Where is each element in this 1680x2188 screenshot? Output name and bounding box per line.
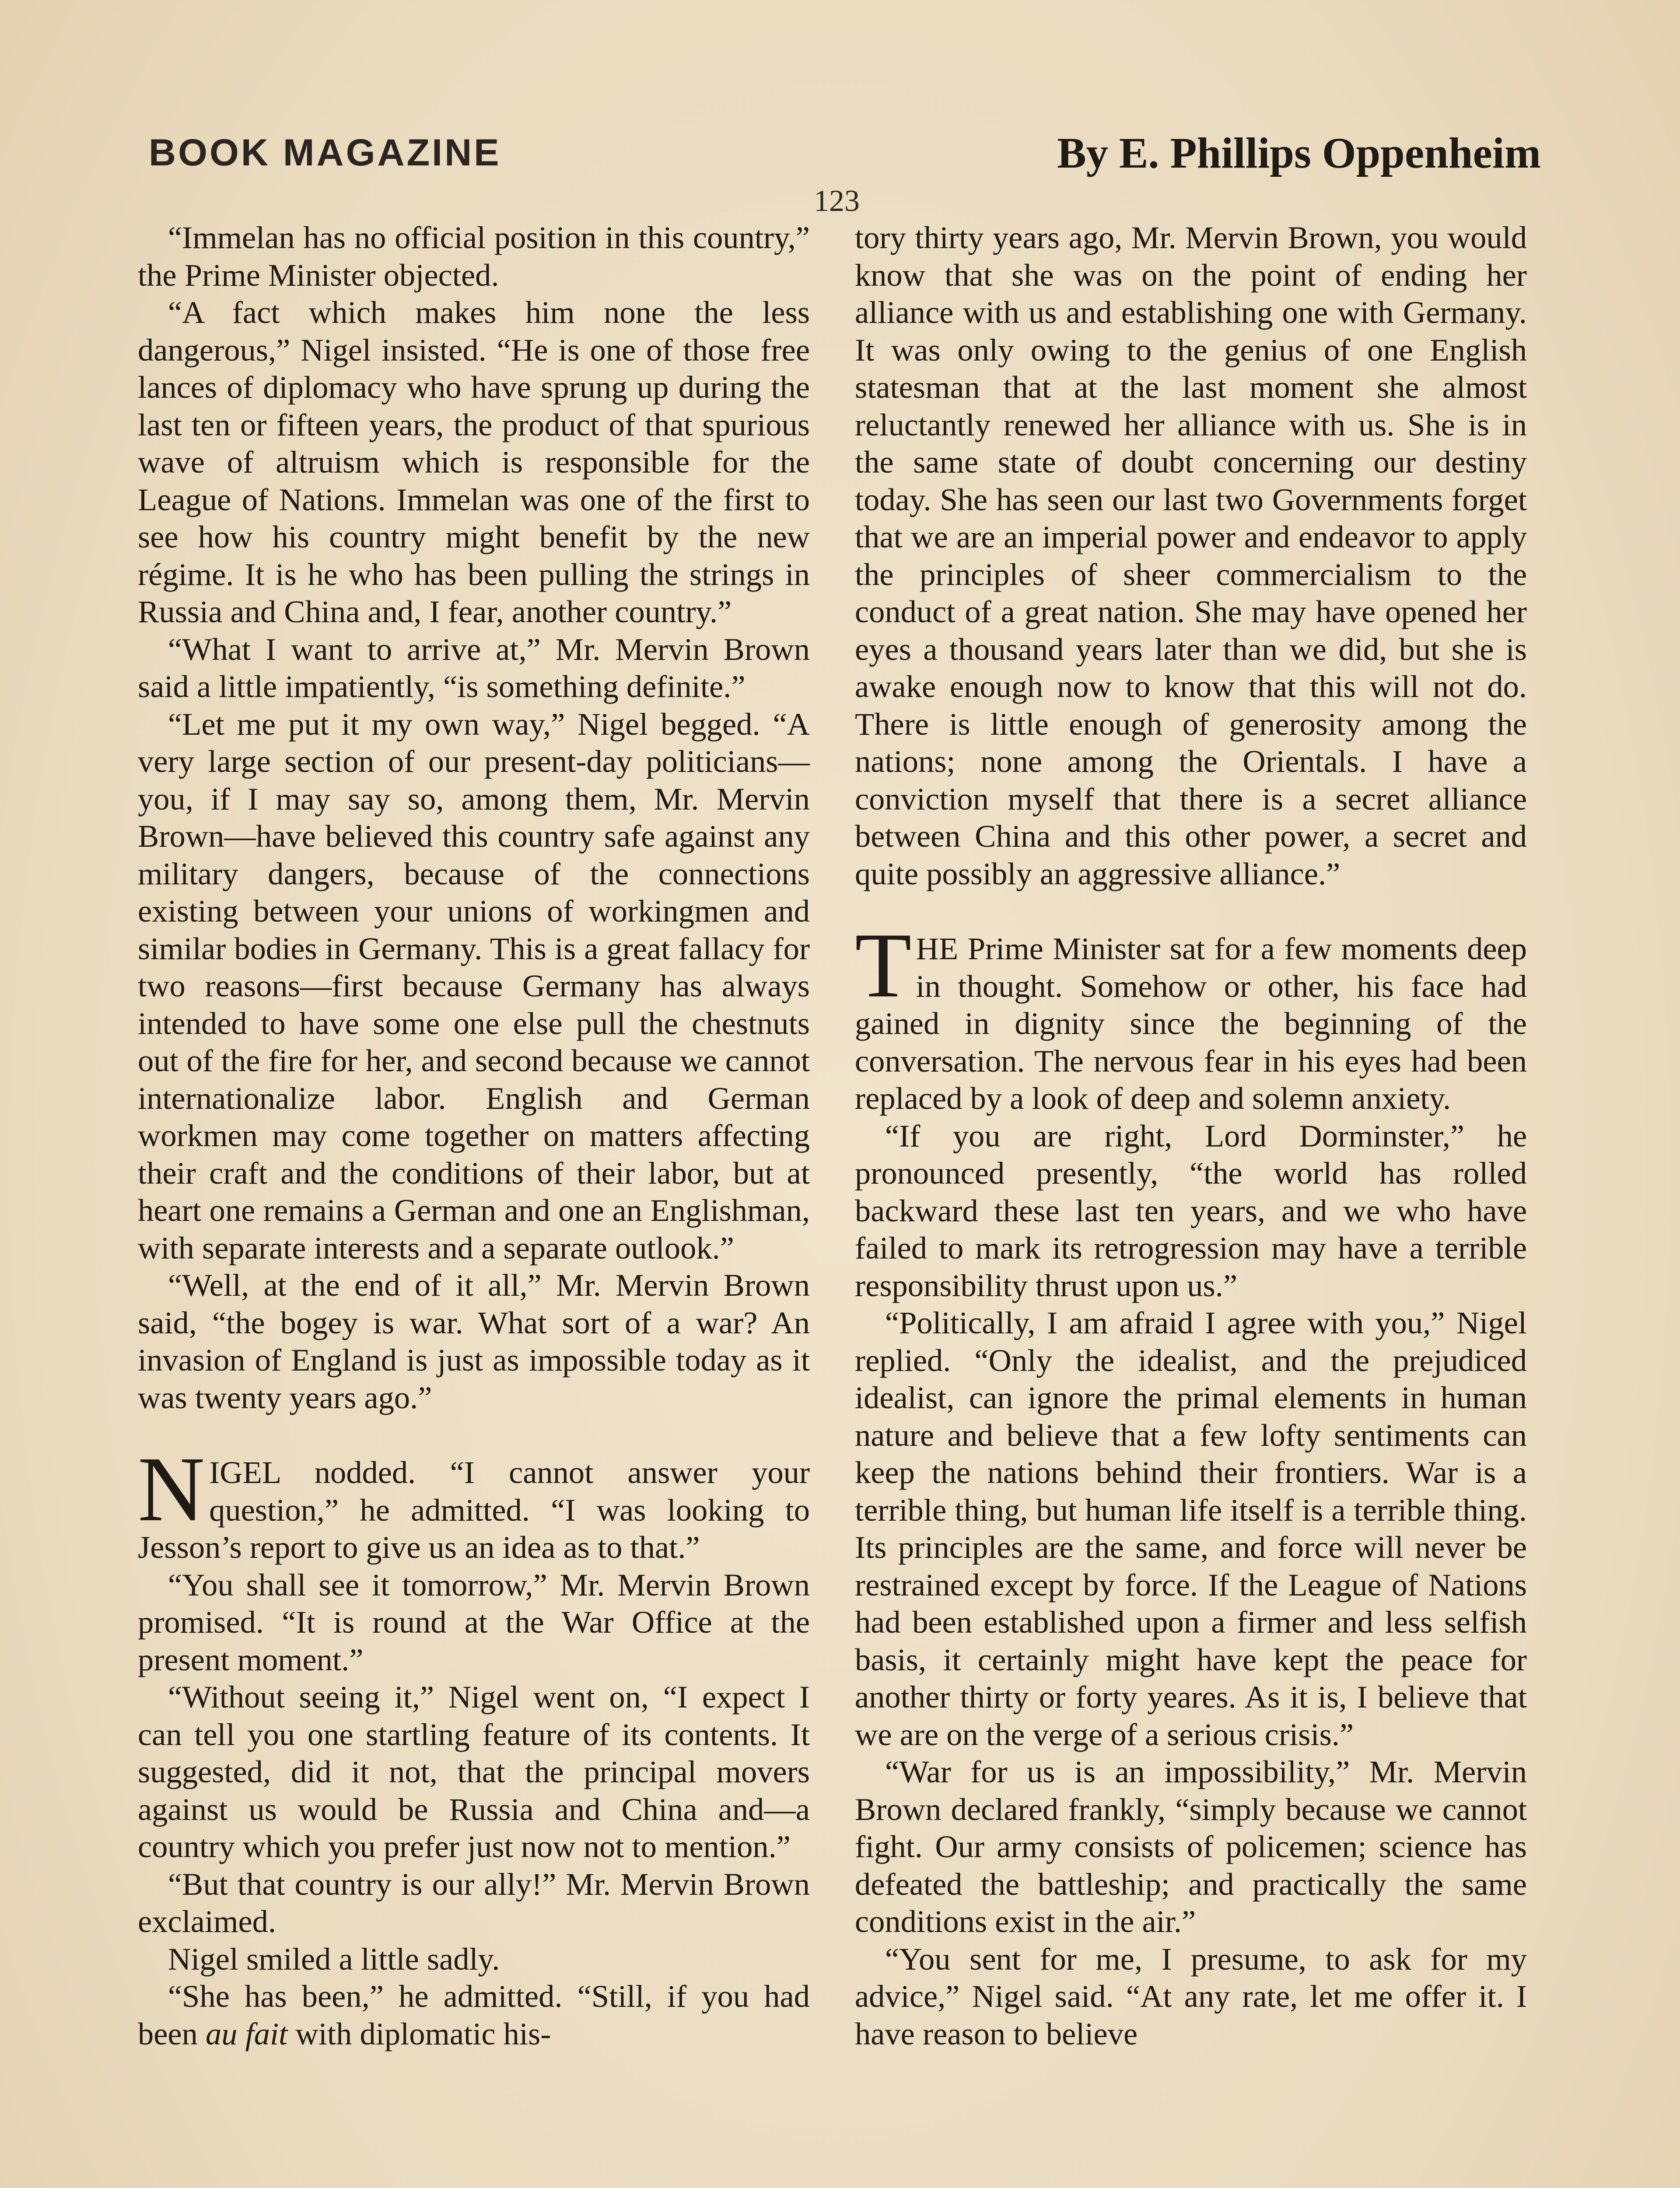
right-column [855,219,1527,2052]
drop-cap-paragraph: THE Prime Minister sat for a few moments deep in thought. Somehow or other, his face had gained in dignity since the beginning of the conversation. The nervous fear in his eyes had been replaced by a look of deep and solemn anxiety. [855,914,1527,1116]
paragraph: Nigel smiled a little sadly. [168,1941,500,1977]
paragraph [138,1978,810,2052]
paragraph: “If you are right, Lord Dorminster,” he pronounced presently, “the world has rolled backward these last ten years, and we who have failed to mark its retrogression may have a terrible responsibility thrust upon us.” [855,1118,1527,1303]
left-column [138,219,810,2052]
text-run: “She has been,” he admitted. “Still, if you had been [138,1978,810,2051]
paragraph: “You sent for me, I presume, to ask for my advice,” Nigel said. “At any rate, let me offer it. I have reason to believe [855,1941,1527,2051]
paragraph: “Immelan has no official position in this country,” the Prime Minister objected. [138,220,810,293]
author-byline: By E. Phillips Oppenheim [1057,129,1541,177]
paragraph: “But that country is our ally!” Mr. Mervin Brown exclaimed. [138,1866,810,1939]
paragraph: “Well, at the end of it all,” Mr. Mervin Brown said, “the bogey is war. What sort of a war? An invasion of England is just as impossible today as it was twenty years ago.” [138,1267,810,1415]
paragraph: “You shall see it tomorrow,” Mr. Mervin Brown promised. “It is round at the War Office at the present moment.” [138,1567,810,1677]
page-number: 123 [814,184,860,218]
paragraph: “Without seeing it,” Nigel went on, “I expect I can tell you one startling feature of its contents. It suggested, did it not, that the principal movers against us would be Russia and China and—a country which you prefer just now not to mention.” [138,1679,810,1864]
paragraph: “War for us is an impossibility,” Mr. Mervin Brown declared frankly, “simply because we cannot fight. Our army consists of policemen; science has defeated the battleship; and practically the same conditions exist in the air.” [855,1754,1527,1939]
drop-cap-paragraph: NIGEL nodded. “I cannot answer your question,” he admitted. “I was looking to Jesson’s report to give us an idea as to that.” [138,1438,810,1565]
magazine-title: BOOK MAGAZINE [149,132,501,174]
paragraph: “What I want to arrive at,” Mr. Mervin Brown said a little impatiently, “is something definite.” [138,631,810,704]
text-run: with diplomatic his- [287,2016,551,2051]
italic-phrase: au fait [205,2016,288,2051]
paragraph: tory thirty years ago, Mr. Mervin Brown, you would know that she was on the point of ending her alliance with us and establishing one with Germany. It was only owing to the genius of one English statesman that at the last moment she almost reluctantly renewed her alliance with us. She is in the same state of doubt concerning our destiny today. She has seen our last two Governments forget that we are an imperial power and endeavor to apply the principles of sheer commercialism to the conduct of a great nation. She may have opened her eyes a thousand years later than we did, but she is awake enough now to know that this will not do. There is little enough of generosity among the nations; none among the Orientals. I have a conviction myself that there is a secret alliance between China and this other power, a secret and quite possibly an aggressive alliance.” [855,220,1527,891]
paragraph: “Let me put it my own way,” Nigel begged. “A very large section of our present-day politicians—you, if I may say so, among them, Mr. Mervin Brown—have believed this country safe against any military dangers, because of the connections existing between your unions of workingmen and similar bodies in Germany. This is a great fallacy for two reasons—first because Germany has always intended to have some one else pull the chestnuts out of the fire for her, and second because we cannot internationalize labor. English and German workmen may come together on matters affecting their craft and the conditions of their labor, but at heart one remains a German and one an Englishman, with separate interests and a separate outlook.” [138,706,810,1266]
paragraph: “Politically, I am afraid I agree with you,” Nigel replied. “Only the idealist, and the prejudiced idealist, can ignore the primal elements in human nature and believe that a few lofty sentiments can keep the nations behind their frontiers. War is a terrible thing, but human life itself is a terrible thing. Its principles are the same, and force will never be restrained except by force. If the League of Nations had been established upon a firmer and less selfish basis, it certainly might have kept the peace for another thirty or forty yeares. As it is, I believe that we are on the verge of a serious crisis.” [855,1305,1527,1752]
paragraph: “A fact which makes him none the less dangerous,” Nigel insisted. “He is one of those free lances of diplomacy who have sprung up during the last ten or fifteen years, the product of that spurious wave of altruism which is responsible for the League of Nations. Immelan was one of the first to see how his country might benefit by the new régime. It is he who has been pulling the strings in Russia and China and, I fear, another country.” [138,295,810,629]
